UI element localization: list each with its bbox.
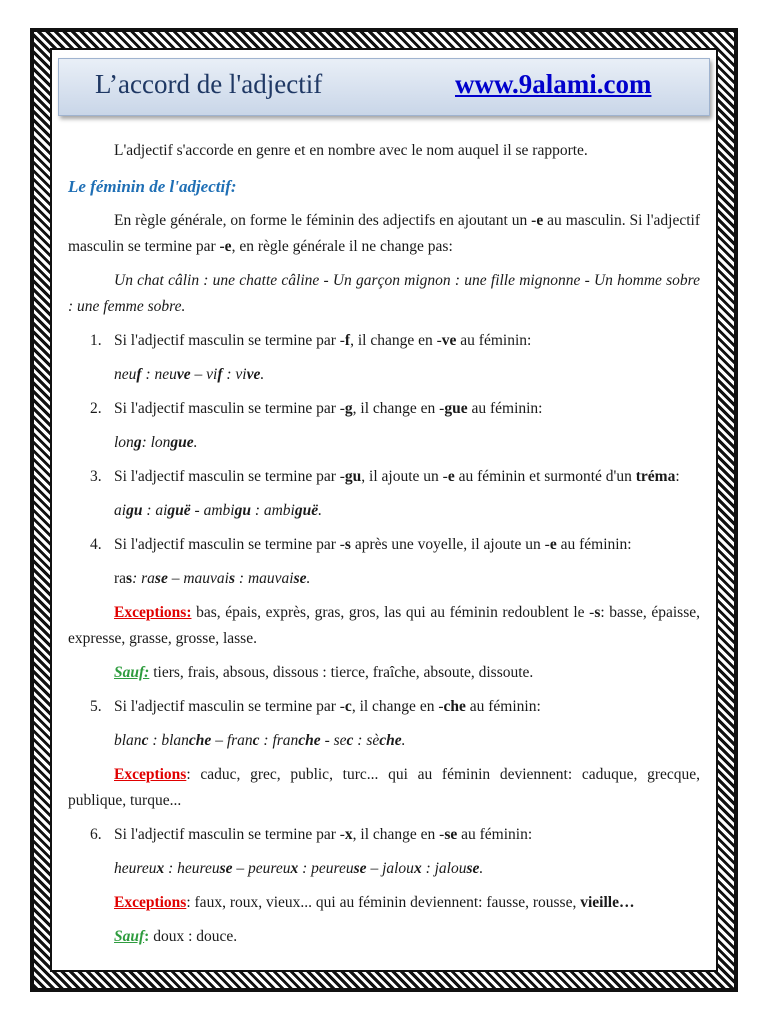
rule-5: 5. Si l'adjectif masculin se termine par -c, il change en -che au féminin: — [90, 698, 541, 715]
page-title: L’accord de l'adjectif — [95, 69, 323, 99]
rule-6-example: heureux : heureuse – peureux : peureuse – jaloux : jalouse. — [114, 860, 484, 877]
rule-6: 6. Si l'adjectif masculin se termine par -x, il change en -se au féminin: — [90, 826, 533, 843]
rule-5-example: blanc : blanche – franc : franche - sec : sèche. — [114, 732, 406, 749]
rule-1: 1. Si l'adjectif masculin se termine par -f, il change en -ve au féminin: — [90, 332, 532, 349]
rule-4-exceptions: Exceptions: bas, épais, exprès, gras, gros, las qui au féminin redoublent le -s: basse, épaisse, expresse, grasse, grosse, lasse. — [68, 604, 700, 647]
rule-3: 3. Si l'adjectif masculin se termine par -gu, il ajoute un -e au féminin et surmonté d'un tréma: — [90, 468, 680, 485]
rule-6-sauf: Sauf: doux : douce. — [114, 928, 238, 945]
title-banner — [58, 58, 710, 116]
section-title: Le féminin de l'adjectif: — [68, 177, 237, 196]
rule-5-exceptions: Exceptions: caduc, grec, public, turc... qui au féminin deviennent: caduque, grecque, publique, turque... — [68, 766, 700, 809]
rule-2: 2. Si l'adjectif masculin se termine par -g, il change en -gue au féminin: — [90, 400, 543, 417]
general-rule-paragraph: En règle générale, on forme le féminin des adjectifs en ajoutant un -e au masculin. Si l'adjectif masculin se termine par -e, en règle générale il ne change pas: — [68, 212, 701, 255]
rule-4: 4. Si l'adjectif masculin se termine par -s après une voyelle, il ajoute un -e au féminin: — [90, 536, 632, 553]
rule-4-example: ras: rase – mauvais : mauvaise. — [114, 570, 311, 587]
general-example: Un chat câlin : une chatte câline - Un garçon mignon : une fille mignonne - Un homme sobre : une femme sobre. — [68, 272, 700, 315]
rule-1-example: neuf : neuve – vif : vive. — [114, 366, 265, 383]
rule-3-example: aigu : aiguë - ambigu : ambiguë. — [114, 502, 322, 519]
intro-paragraph: L'adjectif s'accorde en genre et en nombre avec le nom auquel il se rapporte. — [114, 142, 588, 159]
rule-4-sauf: Sauf: tiers, frais, absous, dissous : tierce, fraîche, absoute, dissoute. — [114, 664, 534, 681]
rule-2-example: long: longue. — [114, 434, 198, 451]
site-link[interactable]: www.9alami.com — [455, 69, 652, 99]
document-body — [68, 138, 700, 950]
rule-6-exceptions: Exceptions: faux, roux, vieux... qui au féminin deviennent: fausse, rousse, vieille… — [114, 894, 635, 911]
